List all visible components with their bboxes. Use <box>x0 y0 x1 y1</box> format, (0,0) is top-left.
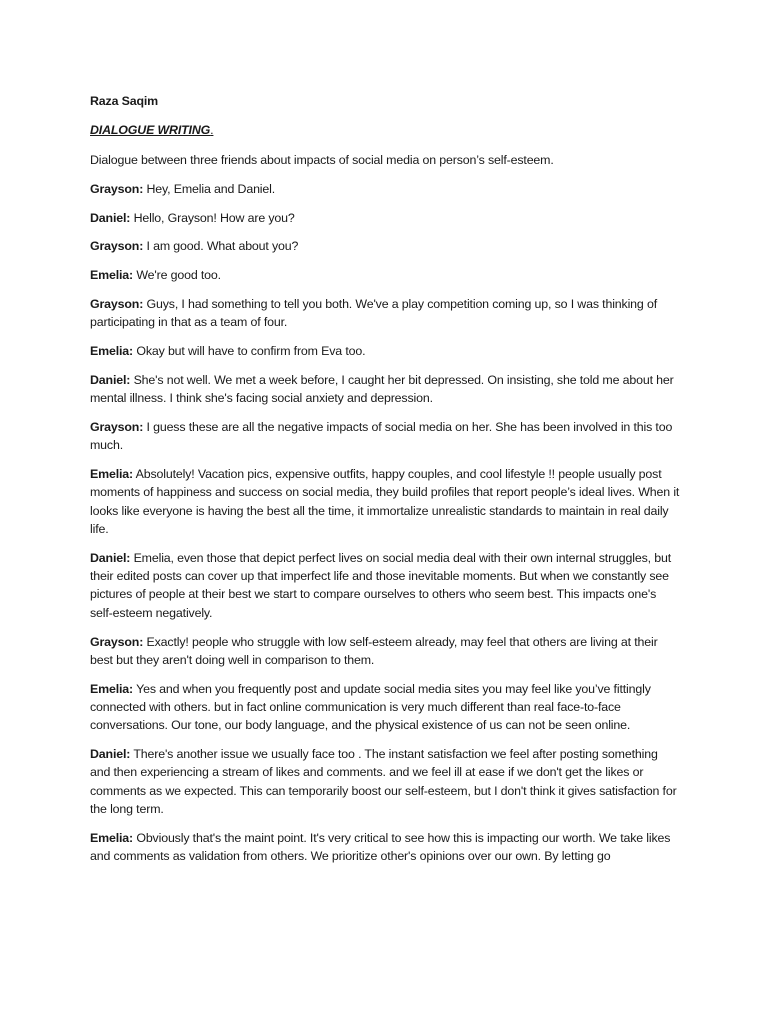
speaker-name: Emelia: <box>90 681 134 696</box>
author-name: Raza Saqim <box>90 94 159 108</box>
dialogue-line <box>90 266 680 284</box>
dialogue-line <box>90 237 680 255</box>
intro-paragraph: Dialogue between three friends about impacts of social media on person’s self-esteem. <box>90 152 554 167</box>
dialogue-text: Guys, I had something to tell you both. We've a play competition coming up, so I was thinking of participating in that as a team of four. <box>90 297 657 330</box>
speaker-name: Grayson: <box>90 297 144 312</box>
dialogue-text: Okay but will have to confirm from Eva too. <box>136 344 366 359</box>
dialogue-text: Obviously that's the maint point. It's very critical to see how this is impacting our worth. We take likes and comments as validation from others. We prioritize other's opinions over our own. By letting go <box>90 830 671 863</box>
speaker-name: Daniel: <box>90 550 131 565</box>
dialogue-text: Absolutely! Vacation pics, expensive outfits, happy couples, and cool lifestyle !! people usually post moments of happiness and success on social media, they build profiles that report people’s ideal lives. When it looks like everyone is having the best all the time, it immortalize unrealistic standards to maintain in real daily life. <box>90 467 680 537</box>
dialogue-line <box>90 180 680 198</box>
dialogue-text: Exactly! people who struggle with low self-esteem already, may feel that others are living at their best but they aren't doing well in comparison to them. <box>90 634 658 667</box>
dialogue-line <box>90 633 680 670</box>
dialogue-line <box>90 209 680 227</box>
speaker-name: Emelia: <box>90 830 134 845</box>
speaker-name: Grayson: <box>90 181 144 196</box>
dialogue-text: We're good too. <box>136 268 221 283</box>
heading-suffix: . <box>210 123 214 138</box>
dialogue-line <box>90 549 680 622</box>
document-body <box>90 92 680 876</box>
dialogue-line <box>90 295 680 332</box>
dialogue-line <box>90 465 680 538</box>
dialogue-text: Yes and when you frequently post and update social media sites you may feel like you’ve fittingly connected with others. but in fact online communication is very much different than real face-to-face conversations. Our tone, our body language, and the physical existence of us can not be seen online. <box>90 681 651 733</box>
speaker-name: Grayson: <box>90 634 144 649</box>
dialogue-text: She's not well. We met a week before, I caught her bit depressed. On insisting, she told me about her mental illness. I think she's facing social anxiety and depression. <box>90 372 674 406</box>
speaker-name: Emelia: <box>90 344 134 359</box>
dialogue-line <box>90 342 680 360</box>
dialogue-text: Hello, Grayson! How are you? <box>133 210 295 225</box>
dialogue-line <box>90 418 680 455</box>
dialogue-line <box>90 371 680 408</box>
speaker-name: Grayson: <box>90 420 144 435</box>
dialogue-text: Hey, Emelia and Daniel. <box>146 181 276 196</box>
speaker-name: Grayson: <box>90 239 144 254</box>
document-heading <box>90 121 680 139</box>
dialogue-line <box>90 829 680 866</box>
dialogue-text: Emelia, even those that depict perfect lives on social media deal with their own internal struggles, but their edited posts can cover up that imperfect life and those inevitable moments. But when we constantly see pictures of people at their best we start to compare ourselves to others who seem best. This impacts one's self-esteem negatively. <box>90 550 672 620</box>
dialogue-line <box>90 680 680 735</box>
dialogue-text: There's another issue we usually face too . The instant satisfaction we feel after posting something and then experiencing a stream of likes and comments. and we feel ill at ease if we don't get the likes or comments as we expected. This can temporarily boost our self-esteem, but I don't think it gives satisfaction for the long term. <box>90 747 677 816</box>
dialogue-text: I am good. What about you? <box>146 239 299 254</box>
speaker-name: Daniel: <box>90 747 131 762</box>
speaker-name: Emelia: <box>90 467 134 482</box>
dialogue-line <box>90 745 680 818</box>
dialogue-text: I guess these are all the negative impacts of social media on her. She has been involved in this too much. <box>90 420 673 453</box>
speaker-name: Daniel: <box>90 210 131 225</box>
heading-text: DIALOGUE WRITING <box>90 123 211 138</box>
speaker-name: Emelia: <box>90 268 134 283</box>
speaker-name: Daniel: <box>90 372 131 387</box>
